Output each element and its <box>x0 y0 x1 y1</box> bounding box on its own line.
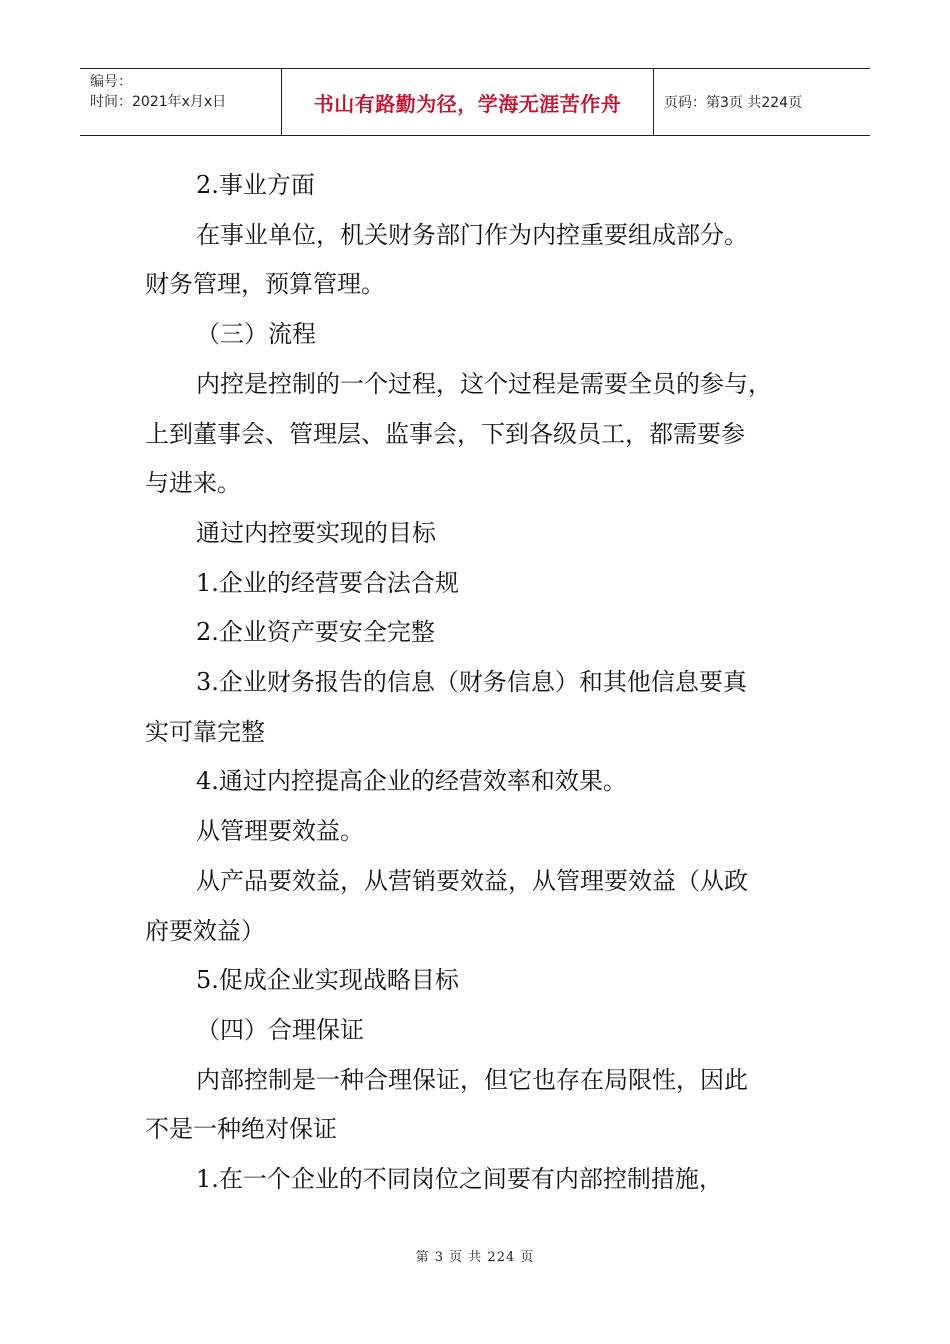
list-item: 3.企业财务报告的信息（财务信息）和其他信息要真 <box>196 668 747 697</box>
header-page-info: 页码：第3页 共224页 <box>664 95 803 111</box>
document-date: 时间：2021年x月x日 <box>90 94 227 110</box>
list-item: 5.促成企业实现战略目标 <box>196 966 459 995</box>
list-item-continuation: 实可靠完整 <box>145 717 265 746</box>
paragraph-line: 内控是控制的一个过程，这个过程是需要全员的参与， <box>196 369 772 398</box>
list-item: 1.企业的经营要合法合规 <box>196 568 459 597</box>
list-item: 2.企业资产要安全完整 <box>196 618 435 647</box>
paragraph-line: 在事业单位，机关财务部门作为内控重要组成部分。 <box>196 220 748 249</box>
paragraph-line: 内部控制是一种合理保证，但它也存在局限性，因此 <box>196 1065 748 1094</box>
document-body <box>145 161 805 1205</box>
section-heading: 2.事业方面 <box>196 171 315 199</box>
paragraph-line: 通过内控要实现的目标 <box>196 518 436 547</box>
section-heading: （三）流程 <box>196 320 316 349</box>
paragraph-line: 与进来。 <box>145 469 241 498</box>
paragraph-line: 财务管理，预算管理。 <box>145 270 385 299</box>
header-motto: 书山有路勤为径，学海无涯苦作舟 <box>282 69 654 135</box>
paragraph-line: 不是一种绝对保证 <box>145 1115 337 1144</box>
list-item: 4.通过内控提高企业的经营效率和效果。 <box>196 767 627 796</box>
list-item: 1.在一个企业的不同岗位之间要有内部控制措施， <box>196 1165 723 1194</box>
page-footer: 第 3 页 共 224 页 <box>415 1250 535 1265</box>
document-number-label: 编号： <box>90 74 132 90</box>
header-meta <box>80 69 282 135</box>
paragraph-line: 从管理要效益。 <box>196 817 364 846</box>
paragraph-line: 上到董事会、管理层、监事会，下到各级员工，都需要参 <box>145 419 745 448</box>
section-heading: （四）合理保证 <box>196 1015 364 1044</box>
document-header <box>80 68 870 136</box>
paragraph-line: 从产品要效益，从营销要效益，从管理要效益（从政 <box>196 866 748 895</box>
paragraph-line: 府要效益） <box>145 916 265 945</box>
